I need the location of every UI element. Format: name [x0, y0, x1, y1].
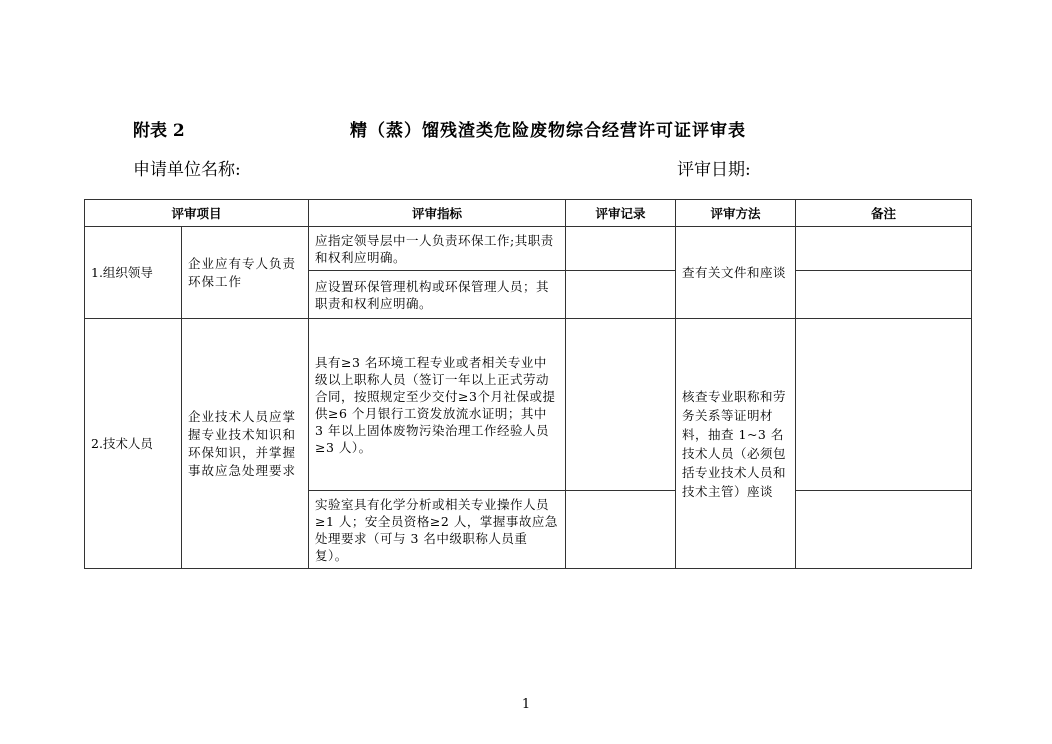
- notes-cell[interactable]: [796, 319, 972, 491]
- method-cell: 查有关文件和座谈: [676, 227, 796, 319]
- appendix-label: 附表 2: [133, 121, 185, 141]
- category-cell: 1.组织领导: [85, 227, 182, 319]
- category-cell: 2.技术人员: [85, 319, 182, 569]
- method-cell: 核查专业职称和劳务关系等证明材料，抽查 1~3 名技术人员（必须包括专业技术人员和技术主管）座谈: [676, 319, 796, 569]
- record-cell[interactable]: [566, 491, 676, 569]
- notes-cell[interactable]: [796, 227, 972, 271]
- review-table: [84, 199, 972, 569]
- table-row: [85, 227, 972, 271]
- indicator-cell: 具有≥3 名环境工程专业或者相关专业中级以上职称人员（签订一年以上正式劳动合同，按照规定至少交付≥3个月社保或提供≥6 个月银行工资发放流水证明；其中 3 年以上固体废物污染治理工作经验人员≥3 人）。: [309, 319, 566, 491]
- record-cell[interactable]: [566, 319, 676, 491]
- subitem-cell: 企业应有专人负责环保工作: [182, 227, 309, 319]
- notes-cell[interactable]: [796, 491, 972, 569]
- header-method: 评审方法: [676, 200, 796, 227]
- header-notes: 备注: [796, 200, 972, 227]
- indicator-cell: 应指定领导层中一人负责环保工作;其职责和权利应明确。: [309, 227, 566, 271]
- page-number: 1: [521, 697, 531, 712]
- table-header-row: [85, 200, 972, 227]
- subitem-cell: 企业技术人员应掌握专业技术知识和环保知识，并掌握事故应急处理要求: [182, 319, 309, 569]
- document-title: 精（蒸）馏残渣类危险废物综合经营许可证评审表: [350, 121, 746, 141]
- applicant-label: 申请单位名称:: [133, 160, 241, 180]
- table-row: [85, 319, 972, 491]
- review-date-label: 评审日期:: [677, 160, 751, 180]
- header-indicator: 评审指标: [309, 200, 566, 227]
- header-item: 评审项目: [85, 200, 309, 227]
- notes-cell[interactable]: [796, 271, 972, 319]
- indicator-cell: 应设置环保管理机构或环保管理人员；其职责和权利应明确。: [309, 271, 566, 319]
- indicator-cell: 实验室具有化学分析或相关专业操作人员≥1 人；安全员资格≥2 人，掌握事故应急处理要求（可与 3 名中级职称人员重复）。: [309, 491, 566, 569]
- record-cell[interactable]: [566, 227, 676, 271]
- header-record: 评审记录: [566, 200, 676, 227]
- record-cell[interactable]: [566, 271, 676, 319]
